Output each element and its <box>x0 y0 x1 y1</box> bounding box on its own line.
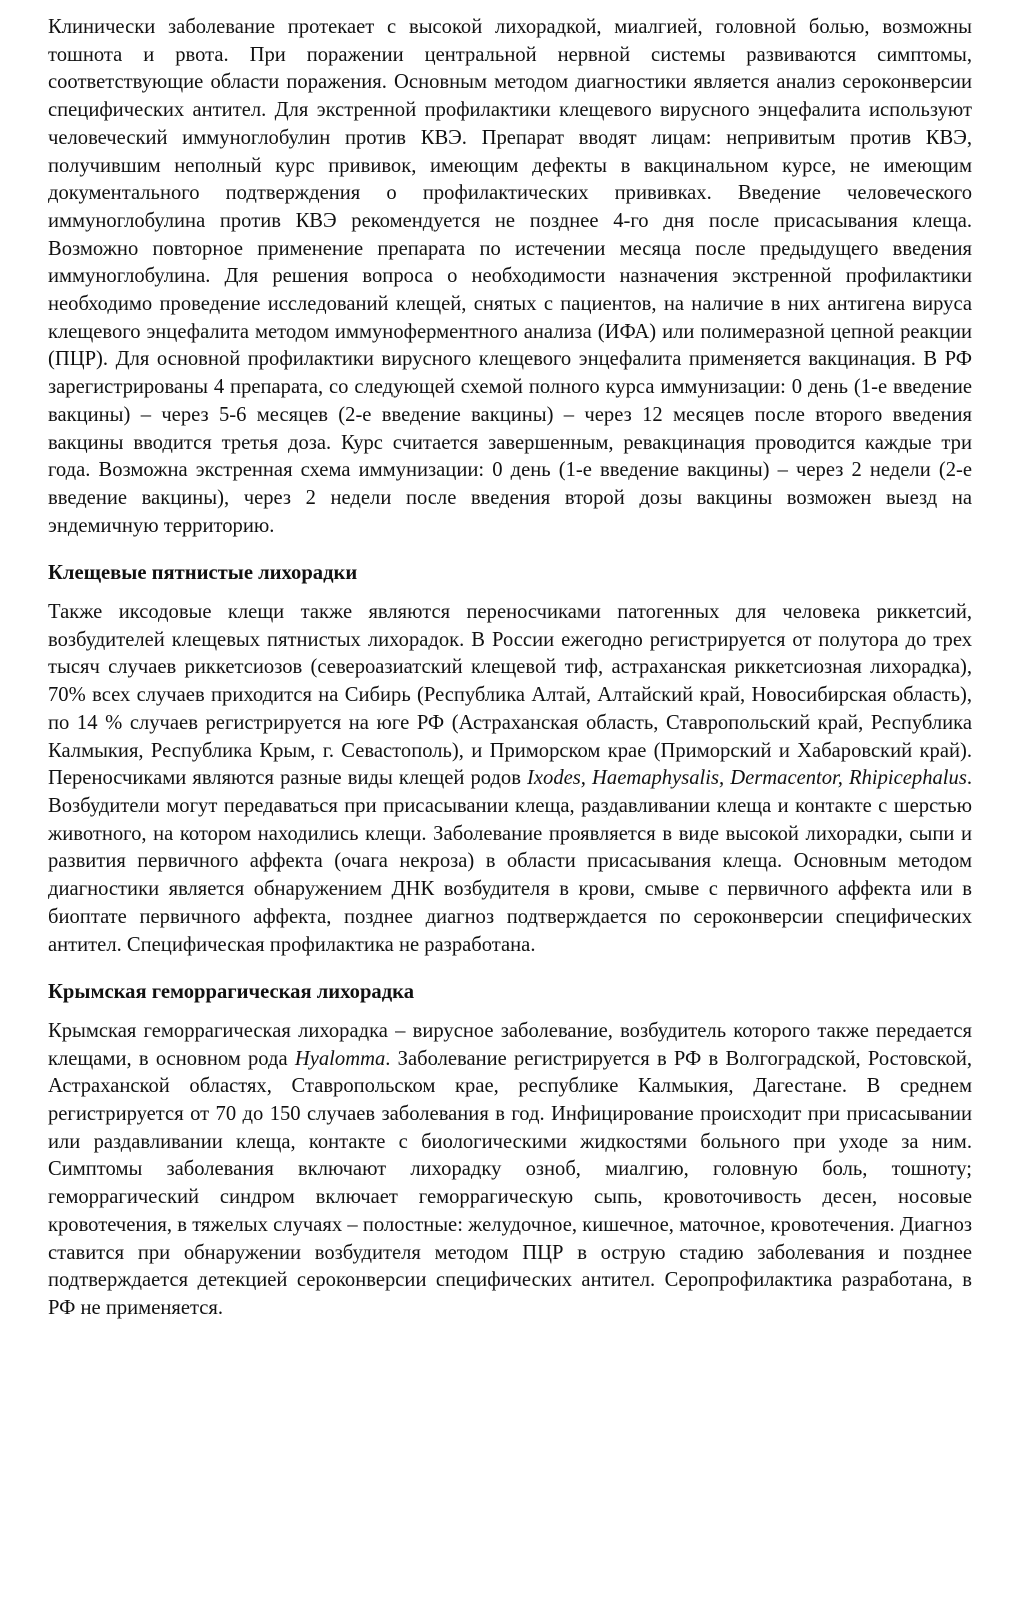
text-span: Крымская геморрагическая лихорадка – вирусное заболевание, возбудитель которого также передается клещами, в основном рода <box>48 1019 972 1070</box>
paragraph-crimean-hemorrhagic-fever <box>48 1018 972 1323</box>
text-span: . Заболевание регистрируется в РФ в Волгоградской, Ростовской, Астраханской областях, Ставропольском крае, республике Калмыкия, Дагестане. В среднем регистрируется от 70 до 150 случаев заболевания в год. Инфицирование происходит при присасывании или раздавливании клеща, контакте с биологическими жидкостями больного при уходе за ним. Симптомы заболевания включают лихорадку озноб, миалгию, головную боль, тошноту; геморрагический синдром включает геморрагическую сыпь, кровоточивость десен, носовые кровотечения, в тяжелых случаях – полостные: желудочное, кишечное, маточное, кровотечения. Диагноз ставится при обнаружении возбудителя методом ПЦР в острую стадию заболевания и позднее подтверждается детекцией сероконверсии специфических антител. Серопрофилактика разработана, в РФ не применяется. <box>48 1047 972 1319</box>
heading-crimean-hemorrhagic-fever: Крымская геморрагическая лихорадка <box>48 981 415 1004</box>
spacer <box>48 959 972 969</box>
italic-genera-names: Ixodes, Haemaphysalis, Dermacentor, Rhipicephalus <box>527 767 967 790</box>
text-span: Также иксодовые клещи также являются переносчиками патогенных для человека риккетсий, возбудителей клещевых пятнистых лихорадок. В России ежегодно регистрируется от полутора до трех тысяч случаев риккетсиозов (североазиатский клещевой тиф, астраханская риккетсиозная лихорадка), 70% всех случаев приходится на Сибирь (Республика Алтай, Алтайский край, Новосибирская область), по 14 % случаев регистрируется на юге РФ (Астраханская область, Ставропольский край, Республика Калмыкия, Республика Крым, г. Севастополь), и Приморском крае (Приморский и Хабаровский край). Переносчиками являются разные виды клещей родов <box>48 601 972 790</box>
heading-tick-spotted-fevers: Клещевые пятнистые лихорадки <box>48 562 358 585</box>
document-page <box>48 14 972 1323</box>
spacer <box>48 540 972 550</box>
paragraph-tbe-clinical-prophylaxis: Клинически заболевание протекает с высокой лихорадкой, миалгией, головной болью, возможны тошнота и рвота. При поражении центральной нервной системы развиваются симптомы, соответствующие области поражения. Основным методом диагностики является анализ сероконверсии специфических антител. Для экстренной профилактики клещевого вирусного энцефалита используют человеческий иммуноглобулин против КВЭ. Препарат вводят лицам: непривитым против КВЭ, получившим неполный курс прививок, имеющим дефекты в вакцинальном курсе, не имеющим документального подтверждения о профилактических прививках. Введение человеческого иммуноглобулина против КВЭ рекомендуется не позднее 4-го дня после присасывания клеща. Возможно повторное применение препарата по истечении месяца после предыдущего введения иммуноглобулина. Для решения вопроса о необходимости назначения экстренной профилактики необходимо проведение исследований клещей, снятых с пациентов, на наличие в них антигена вируса клещевого энцефалита методом иммуноферментного анализа (ИФА) или полимеразной цепной реакции (ПЦР). Для основной профилактики вирусного клещевого энцефалита применяется вакцинация. В РФ зарегистрированы 4 препарата, со следующей схемой полного курса иммунизации: 0 день (1-е введение вакцины) – через 5-6 месяцев (2-е введение вакцины) – через 12 месяцев после второго введения вакцины вводится третья доза. Курс считается завершенным, ревакцинация проводится каждые три года. Возможна экстренная схема иммунизации: 0 день (1-е введение вакцины) – через 2 недели (2-е введение вакцины), через 2 недели после введения второй дозы вакцины возможен выезд на эндемичную территорию. <box>48 16 972 537</box>
italic-genus-name: Hyalomma <box>294 1047 386 1070</box>
paragraph-tick-spotted-fevers <box>48 599 972 959</box>
text-span: . Возбудители могут передаваться при присасывании клеща, раздавливании клеща и контакте с шерстью животного, на котором находились клещи. Заболевание проявляется в виде высокой лихорадки, сыпи и развития первичного аффекта (очага некроза) в области присасывания клеща. Основным методом диагностики является обнаружением ДНК возбудителя в крови, смыве с первичного аффекта или в биоптате первичного аффекта, позднее диагноз подтверждается по сероконверсии специфических антител. Специфическая профилактика не разработана. <box>48 767 972 956</box>
